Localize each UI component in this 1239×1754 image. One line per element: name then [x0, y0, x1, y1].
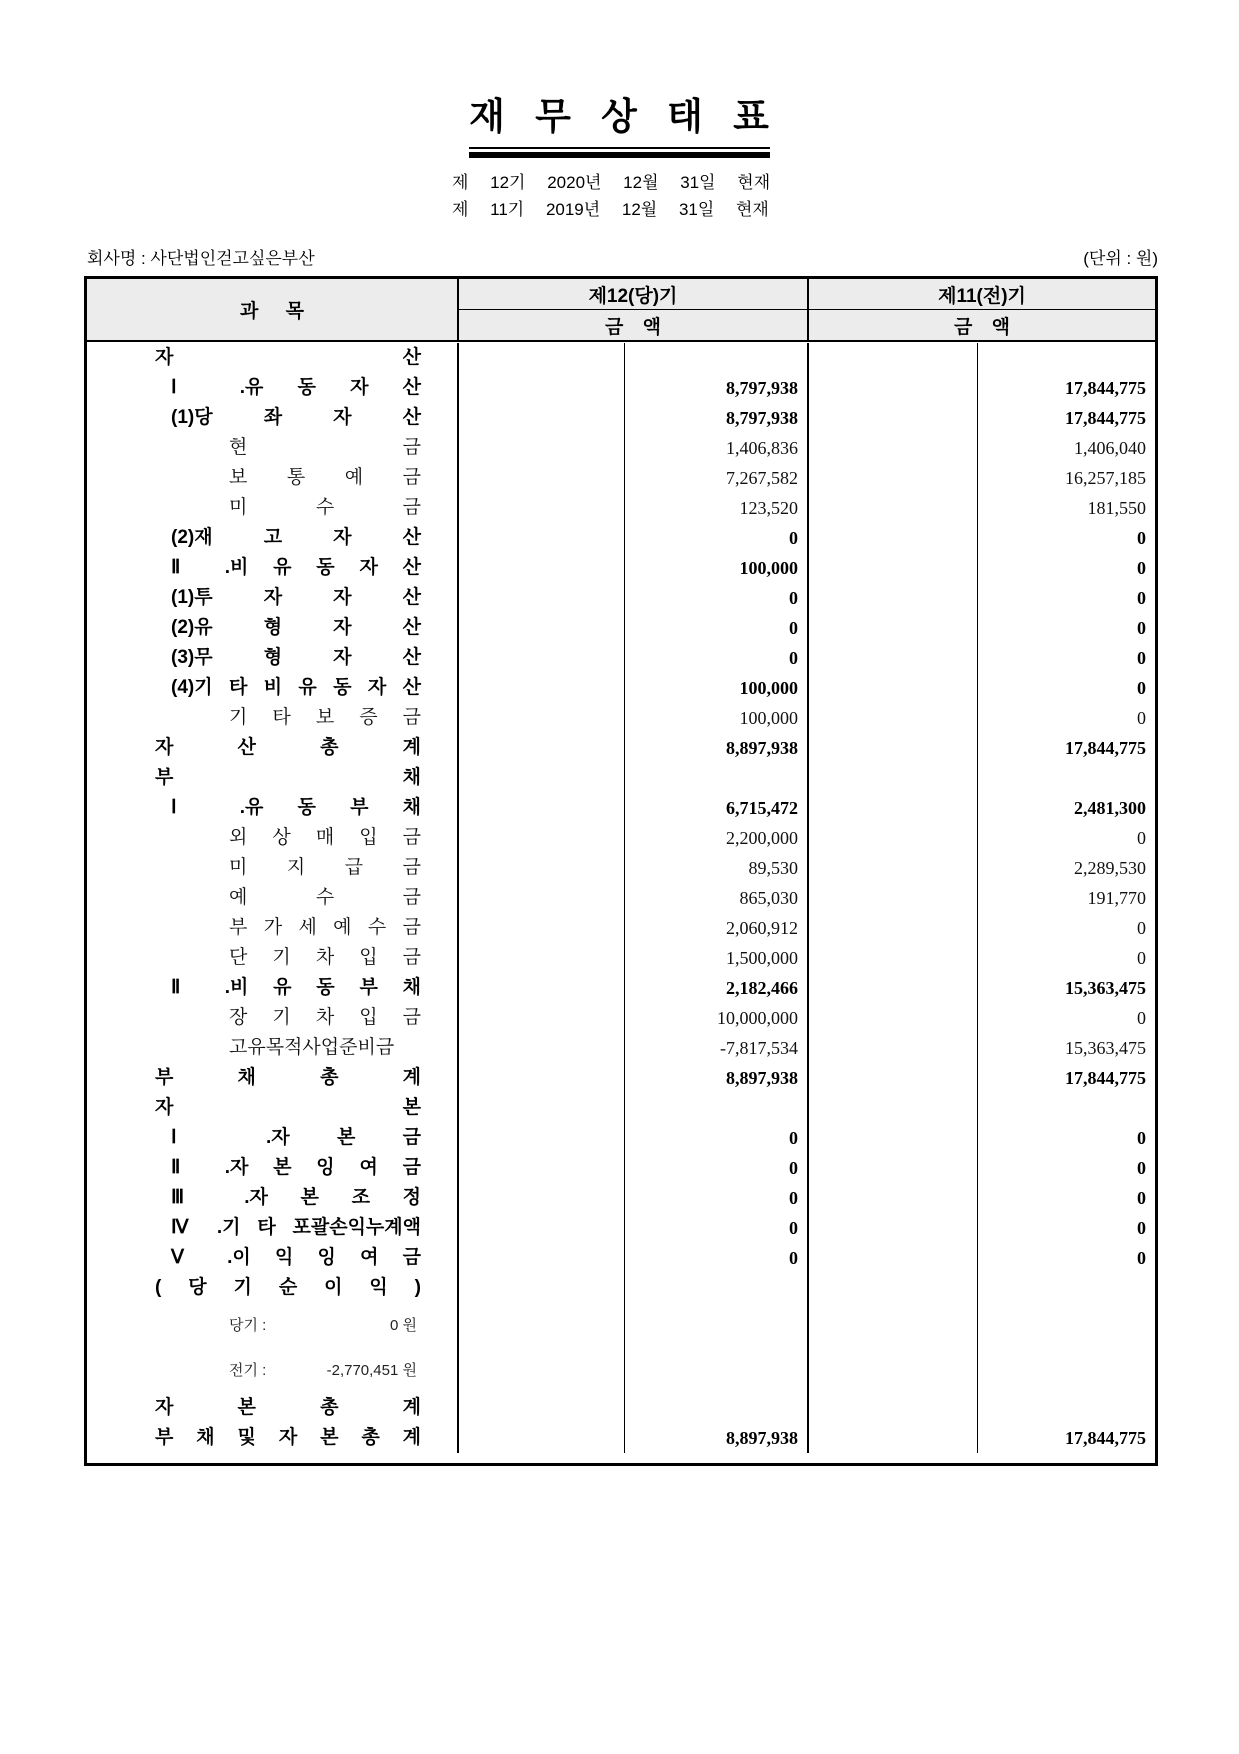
amount-prior: 0: [1137, 948, 1146, 968]
table-row: [87, 1183, 1155, 1213]
table-row: [87, 1123, 1155, 1153]
spacer-cell-current: [459, 1003, 625, 1033]
amount-prior: [978, 1303, 1155, 1348]
meta-row: [87, 244, 1158, 269]
spacer-cell-prior: [809, 613, 978, 643]
spacer-cell-current: [459, 1348, 625, 1393]
amount-prior: [978, 1348, 1155, 1393]
spacer-cell-prior: [809, 1123, 978, 1153]
note-label: 당기 :: [229, 1317, 267, 1334]
amount-current: 6,715,472: [625, 793, 809, 823]
amount-prior: [978, 1093, 1155, 1123]
spacer-cell-prior: [809, 643, 978, 673]
account-cell: [87, 583, 459, 613]
title-block: [0, 0, 1239, 158]
amount-current: [625, 1348, 809, 1393]
account-cell: [87, 1348, 459, 1393]
account-name: (3)무 형 자 산: [171, 647, 421, 668]
account-cell: [87, 643, 459, 673]
spacer-cell-current: [459, 943, 625, 973]
account-name: 예 수 금: [229, 887, 421, 908]
spacer-cell-prior: [809, 1093, 978, 1123]
account-cell: [87, 433, 459, 463]
amount-prior: [978, 763, 1155, 793]
table-row: [87, 823, 1155, 853]
amount-current: 0: [625, 583, 809, 613]
table-row: [87, 643, 1155, 673]
account-cell: [87, 703, 459, 733]
amount-prior: [978, 1273, 1155, 1303]
spacer-cell-prior: [809, 1273, 978, 1303]
table-row: [87, 1093, 1155, 1123]
amount-prior: 0: [1137, 1128, 1146, 1148]
amount-current: 8,797,938: [625, 403, 809, 433]
amount-prior: 0: [1137, 618, 1146, 638]
account-cell: [87, 1423, 459, 1453]
table-header: [87, 279, 1155, 342]
header-amount-current: 금 액: [459, 310, 809, 340]
note-line: [229, 1348, 417, 1393]
account-cell: [87, 523, 459, 553]
account-name: (1)투 자 자 산: [171, 587, 421, 608]
amount-prior: 17,844,775: [1065, 378, 1146, 398]
amount-current: 10,000,000: [625, 1003, 809, 1033]
spacer-cell-current: [459, 1153, 625, 1183]
header-period-prior: 제11(전)기: [809, 279, 1155, 310]
amount-current: 2,182,466: [625, 973, 809, 1003]
financial-table: [84, 276, 1158, 1466]
amount-current: 0: [625, 1243, 809, 1273]
account-cell: [87, 463, 459, 493]
account-name: 미 수 금: [229, 497, 421, 518]
amount-prior: [978, 343, 1155, 373]
table-row: [87, 1003, 1155, 1033]
spacer-cell-current: [459, 1423, 625, 1453]
account-cell: [87, 1033, 459, 1063]
amount-prior: 0: [1137, 528, 1146, 548]
account-name: 미 지 급 금: [229, 857, 421, 878]
spacer-cell-prior: [809, 463, 978, 493]
spacer-cell-current: [459, 1393, 625, 1423]
amount-prior: 0: [1137, 588, 1146, 608]
table-row: [87, 853, 1155, 883]
table-row: [87, 1273, 1155, 1303]
spacer-cell-prior: [809, 883, 978, 913]
account-cell: [87, 1093, 459, 1123]
amount-current: 1,500,000: [625, 943, 809, 973]
account-name: 자 본 총 계: [155, 1397, 421, 1418]
note-value: -2,770,451 원: [326, 1362, 417, 1379]
spacer-cell-current: [459, 703, 625, 733]
account-name: 보 통 예 금: [229, 467, 421, 488]
account-name: 부 채 총 계: [155, 1067, 421, 1088]
spacer-cell-current: [459, 643, 625, 673]
amount-prior: 0: [1137, 1188, 1146, 1208]
spacer-cell-prior: [809, 1003, 978, 1033]
account-cell: [87, 613, 459, 643]
amount-prior: 0: [1137, 1248, 1146, 1268]
table-row: [87, 673, 1155, 703]
spacer-cell-prior: [809, 733, 978, 763]
amount-prior: 0: [1137, 1008, 1146, 1028]
spacer-cell-current: [459, 1183, 625, 1213]
account-name: 외 상 매 입 금: [229, 827, 421, 848]
spacer-cell-prior: [809, 793, 978, 823]
amount-current: [625, 763, 809, 793]
account-name: (4)기 타 비 유 동 자 산: [171, 677, 421, 698]
table-row: [87, 1213, 1155, 1243]
amount-prior: 2,289,530: [1074, 858, 1146, 878]
account-cell: [87, 1303, 459, 1348]
spacer-cell-prior: [809, 493, 978, 523]
header-amount-prior: 금 액: [954, 316, 1010, 338]
spacer-cell-current: [459, 913, 625, 943]
account-name: Ⅳ .기 타 포괄손익누계액: [171, 1217, 421, 1238]
account-name: 자 본: [155, 1097, 421, 1118]
spacer-cell-prior: [809, 1393, 978, 1423]
period-line-current: 제 12기 2020년 12월 31일 현재: [452, 173, 771, 192]
account-name: 고유목적사업준비금: [229, 1037, 395, 1058]
amount-prior: 0: [1137, 1158, 1146, 1178]
amount-current: 123,520: [625, 493, 809, 523]
account-cell: [87, 553, 459, 583]
account-name: Ⅴ .이 익 잉 여 금: [171, 1247, 421, 1268]
amount-current: 7,267,582: [625, 463, 809, 493]
amount-current: 0: [625, 1213, 809, 1243]
account-cell: [87, 1063, 459, 1093]
account-cell: [87, 403, 459, 433]
account-cell: [87, 1183, 459, 1213]
account-name: Ⅲ .자 본 조 정: [171, 1187, 421, 1208]
table-row: [87, 433, 1155, 463]
spacer-cell-current: [459, 1213, 625, 1243]
account-name: Ⅱ .비 유 동 자 산: [171, 557, 421, 578]
spacer-cell-prior: [809, 1153, 978, 1183]
account-name: 단 기 차 입 금: [229, 947, 421, 968]
table-row: [87, 583, 1155, 613]
spacer-cell-current: [459, 403, 625, 433]
amount-current: 2,060,912: [625, 913, 809, 943]
spacer-cell-prior: [809, 673, 978, 703]
account-name: Ⅰ .유 동 부 채: [171, 797, 421, 818]
unit-label: (단위 : 원): [1083, 249, 1158, 268]
spacer-cell-current: [459, 553, 625, 583]
table-row: [87, 913, 1155, 943]
spacer-cell-current: [459, 763, 625, 793]
table-row: [87, 973, 1155, 1003]
account-name: 부 채 및 자 본 총 계: [155, 1427, 421, 1448]
amount-current: 0: [625, 523, 809, 553]
spacer-cell-current: [459, 823, 625, 853]
title-underline-thick: [469, 152, 770, 158]
account-cell: [87, 1213, 459, 1243]
spacer-cell-prior: [809, 373, 978, 403]
spacer-cell-current: [459, 613, 625, 643]
table-row: [87, 1153, 1155, 1183]
amount-current: [625, 1303, 809, 1348]
account-cell: [87, 793, 459, 823]
amount-current: [625, 343, 809, 373]
amount-current: [625, 1093, 809, 1123]
account-name: Ⅱ .비 유 동 부 채: [171, 977, 421, 998]
spacer-cell-prior: [809, 703, 978, 733]
amount-prior: 17,844,775: [1065, 1068, 1146, 1088]
amount-prior: 0: [1137, 918, 1146, 938]
account-cell: [87, 973, 459, 1003]
spacer-cell-prior: [809, 1423, 978, 1453]
spacer-cell-current: [459, 463, 625, 493]
amount-prior: 17,844,775: [1065, 1428, 1146, 1448]
header-account-col: 과 목: [87, 279, 459, 340]
table-row: [87, 703, 1155, 733]
spacer-cell-prior: [809, 1348, 978, 1393]
account-name: (2)유 형 자 산: [171, 617, 421, 638]
amount-current: 1,406,836: [625, 433, 809, 463]
amount-current: 8,897,938: [625, 1063, 809, 1093]
account-cell: [87, 673, 459, 703]
account-cell: [87, 823, 459, 853]
table-row: [87, 793, 1155, 823]
account-name: (2)재 고 자 산: [171, 527, 421, 548]
spacer-cell-prior: [809, 343, 978, 373]
spacer-cell-prior: [809, 1063, 978, 1093]
account-cell: [87, 913, 459, 943]
page-title: 재 무 상 태 표: [469, 96, 770, 137]
period-block: [452, 169, 1239, 223]
title-inner: [465, 86, 774, 158]
table-row: [87, 733, 1155, 763]
spacer-cell-current: [459, 433, 625, 463]
amount-prior: [978, 1393, 1155, 1423]
note-value: 0 원: [390, 1317, 417, 1334]
spacer-cell-prior: [809, 943, 978, 973]
amount-prior: 0: [1137, 828, 1146, 848]
table-row: [87, 463, 1155, 493]
amount-prior: 0: [1137, 708, 1146, 728]
amount-current: 100,000: [625, 703, 809, 733]
account-name: 자 산: [155, 347, 421, 368]
amount-current: [625, 1393, 809, 1423]
amount-current: 0: [625, 1183, 809, 1213]
table-row: [87, 1033, 1155, 1063]
amount-current: 100,000: [625, 553, 809, 583]
table-row: [87, 613, 1155, 643]
spacer-cell-current: [459, 853, 625, 883]
title-underline-thin: [469, 147, 770, 149]
spacer-cell-current: [459, 1033, 625, 1063]
note-line: [229, 1303, 417, 1348]
amount-current: 0: [625, 643, 809, 673]
table-body: [87, 342, 1155, 1463]
amount-prior: 15,363,475: [1065, 978, 1146, 998]
spacer-cell-current: [459, 1303, 625, 1348]
account-cell: [87, 853, 459, 883]
spacer-cell-prior: [809, 553, 978, 583]
spacer-cell-prior: [809, 1303, 978, 1348]
account-name: 기 타 보 증 금: [229, 707, 421, 728]
spacer-cell-prior: [809, 763, 978, 793]
spacer-cell-current: [459, 1243, 625, 1273]
table-row: [87, 523, 1155, 553]
amount-prior: 0: [1137, 1218, 1146, 1238]
spacer-cell-prior: [809, 853, 978, 883]
spacer-cell-current: [459, 343, 625, 373]
table-row: [87, 403, 1155, 433]
spacer-cell-current: [459, 493, 625, 523]
amount-prior: 17,844,775: [1065, 738, 1146, 758]
spacer-cell-current: [459, 973, 625, 1003]
amount-prior: 0: [1137, 648, 1146, 668]
account-name: Ⅱ .자 본 잉 여 금: [171, 1157, 421, 1178]
header-period-current: 제12(당)기: [459, 279, 809, 310]
spacer-cell-current: [459, 373, 625, 403]
spacer-cell-prior: [809, 583, 978, 613]
account-name: (1)당 좌 자 산: [171, 407, 421, 428]
account-cell: [87, 1153, 459, 1183]
spacer-cell-current: [459, 1273, 625, 1303]
spacer-cell-prior: [809, 1213, 978, 1243]
spacer-cell-current: [459, 523, 625, 553]
table-row: [87, 943, 1155, 973]
account-name: 부 가 세 예 수 금: [229, 917, 421, 938]
spacer-cell-prior: [809, 403, 978, 433]
spacer-cell-current: [459, 883, 625, 913]
account-cell: [87, 733, 459, 763]
account-name: 장 기 차 입 금: [229, 1007, 421, 1028]
amount-current: -7,817,534: [625, 1033, 809, 1063]
account-name: 자 산 총 계: [155, 737, 421, 758]
amount-current: 865,030: [625, 883, 809, 913]
spacer-cell-current: [459, 583, 625, 613]
account-cell: [87, 343, 459, 373]
account-cell: [87, 1123, 459, 1153]
spacer-cell-prior: [809, 1243, 978, 1273]
amount-prior: 16,257,185: [1065, 468, 1146, 488]
amount-current: 8,897,938: [625, 733, 809, 763]
account-cell: [87, 1003, 459, 1033]
table-row: [87, 763, 1155, 793]
spacer-cell-prior: [809, 433, 978, 463]
spacer-cell-current: [459, 1123, 625, 1153]
amount-prior: 17,844,775: [1065, 408, 1146, 428]
account-name: Ⅰ .유 동 자 산: [171, 377, 421, 398]
amount-current: 8,797,938: [625, 373, 809, 403]
amount-prior: 0: [1137, 558, 1146, 578]
table-row: [87, 1393, 1155, 1423]
account-cell: [87, 883, 459, 913]
spacer-cell-prior: [809, 1183, 978, 1213]
amount-prior: 15,363,475: [1065, 1038, 1146, 1058]
period-line-prior: 제 11기 2019년 12월 31일 현재: [452, 200, 769, 219]
account-name: 부 채: [155, 767, 421, 788]
company-name: 회사명 : 사단법인걷고싶은부산: [87, 249, 315, 268]
spacer-cell-current: [459, 733, 625, 763]
account-cell: [87, 763, 459, 793]
spacer-cell-current: [459, 793, 625, 823]
amount-current: [625, 1273, 809, 1303]
account-cell: [87, 1393, 459, 1423]
spacer-cell-current: [459, 1063, 625, 1093]
table-row: [87, 373, 1155, 403]
table-row: [87, 1243, 1155, 1273]
account-cell: [87, 1243, 459, 1273]
spacer-cell-current: [459, 1093, 625, 1123]
account-name: ( 당 기 순 이 익 ): [155, 1277, 421, 1298]
table-row: [87, 1423, 1155, 1453]
amount-prior: 2,481,300: [1074, 798, 1146, 818]
account-cell: [87, 943, 459, 973]
account-name: Ⅰ .자 본 금: [171, 1127, 421, 1148]
account-cell: [87, 493, 459, 523]
spacer-cell-prior: [809, 1033, 978, 1063]
spacer-cell-prior: [809, 823, 978, 853]
table-row: [87, 883, 1155, 913]
table-row: [87, 493, 1155, 523]
amount-prior: 191,770: [1087, 888, 1146, 908]
amount-current: 2,200,000: [625, 823, 809, 853]
amount-prior: 0: [1137, 678, 1146, 698]
table-row: [87, 343, 1155, 373]
amount-current: 0: [625, 613, 809, 643]
account-name: 현 금: [229, 437, 421, 458]
spacer-cell-prior: [809, 523, 978, 553]
spacer-cell-prior: [809, 913, 978, 943]
table-row: [87, 1063, 1155, 1093]
spacer-cell-current: [459, 673, 625, 703]
table-row: [87, 553, 1155, 583]
note-label: 전기 :: [229, 1362, 267, 1379]
amount-current: 89,530: [625, 853, 809, 883]
amount-current: 0: [625, 1123, 809, 1153]
amount-current: 100,000: [625, 673, 809, 703]
spacer-cell-prior: [809, 973, 978, 1003]
account-cell: [87, 1273, 459, 1303]
table-note-row: [87, 1348, 1155, 1393]
amount-prior: 181,550: [1087, 498, 1146, 518]
amount-current: 8,897,938: [625, 1423, 809, 1453]
account-cell: [87, 373, 459, 403]
table-note-row: [87, 1303, 1155, 1348]
amount-prior: 1,406,040: [1074, 438, 1146, 458]
amount-current: 0: [625, 1153, 809, 1183]
